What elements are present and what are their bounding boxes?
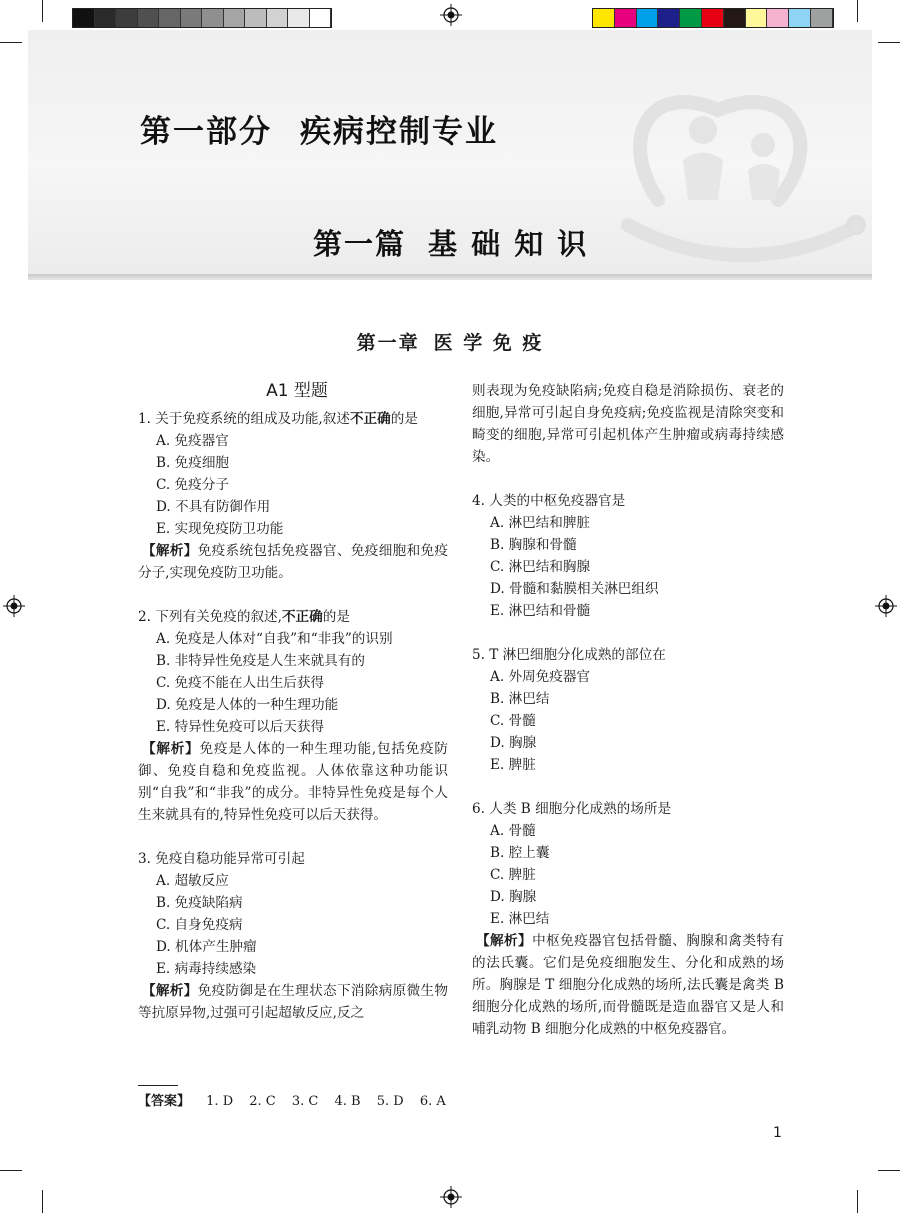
gray-swatch bbox=[73, 9, 95, 27]
question-stem: 2. 下列有关免疫的叙述,不正确的是 bbox=[138, 609, 350, 625]
option: E. 实现免疫防卫功能 bbox=[156, 521, 284, 537]
question-3 bbox=[138, 848, 448, 1024]
option: D. 骨髓和黏膜相关淋巴组织 bbox=[490, 581, 659, 597]
question-4 bbox=[472, 490, 784, 622]
color-swatch bbox=[746, 9, 768, 27]
option: A. 超敏反应 bbox=[156, 873, 229, 889]
option: B. 淋巴结 bbox=[490, 691, 550, 707]
option: D. 不具有防御作用 bbox=[156, 499, 271, 515]
registration-mark-icon bbox=[875, 595, 897, 617]
crop-mark bbox=[878, 42, 900, 43]
crop-mark bbox=[0, 1170, 22, 1171]
option: B. 腔上囊 bbox=[490, 845, 550, 861]
banner-divider bbox=[28, 274, 872, 280]
page-number: 1 bbox=[773, 1125, 782, 1141]
option: C. 淋巴结和胸腺 bbox=[490, 559, 591, 575]
analysis-continuation bbox=[472, 380, 784, 468]
analysis: 【解析】免疫是人体的一种生理功能,包括免疫防御、免疫自稳和免疫监视。人体依靠这种功能识别“自我”和“非我”的成分。非特异性免疫是每个人生来就具有的,特异性免疫可以后天获得。 bbox=[138, 741, 448, 823]
option: D. 胸腺 bbox=[490, 889, 537, 905]
option: A. 淋巴结和脾脏 bbox=[490, 515, 591, 531]
question-6 bbox=[472, 798, 784, 1040]
question-stem: 3. 免疫自稳功能异常可引起 bbox=[138, 851, 305, 867]
gray-swatch bbox=[138, 9, 160, 27]
gray-swatch bbox=[245, 9, 267, 27]
option: E. 脾脏 bbox=[490, 757, 536, 773]
gray-swatch bbox=[159, 9, 181, 27]
question-2 bbox=[138, 606, 448, 826]
analysis: 则表现为免疫缺陷病;免疫自稳是消除损伤、衰老的细胞,异常可引起自身免疫病;免疫监视是清除突变和畸变的细胞,异常可引起机体产生肿瘤或病毒持续感染。 bbox=[472, 383, 784, 465]
answer-item: 5. D bbox=[376, 1094, 404, 1109]
answer-item: 3. C bbox=[291, 1094, 319, 1109]
section-heading: A1 型题 bbox=[266, 381, 328, 401]
color-swatch bbox=[811, 9, 833, 27]
color-swatch bbox=[680, 9, 702, 27]
color-swatch bbox=[593, 9, 615, 27]
gray-swatch bbox=[224, 9, 246, 27]
gray-swatch bbox=[181, 9, 203, 27]
medical-logo-watermark-icon bbox=[588, 50, 878, 270]
color-swatch bbox=[724, 9, 746, 27]
footnote-rule bbox=[138, 1085, 178, 1086]
option: C. 免疫不能在人出生后获得 bbox=[156, 675, 325, 691]
book-title: 第一篇 基 础 知 识 bbox=[313, 227, 589, 261]
color-swatch bbox=[767, 9, 789, 27]
gray-swatch bbox=[116, 9, 138, 27]
crop-mark bbox=[42, 0, 43, 22]
gray-swatch bbox=[288, 9, 310, 27]
option: E. 特异性免疫可以后天获得 bbox=[156, 719, 325, 735]
option: B. 免疫细胞 bbox=[156, 455, 230, 471]
option: E. 病毒持续感染 bbox=[156, 961, 257, 977]
option: C. 自身免疫病 bbox=[156, 917, 243, 933]
question-stem: 6. 人类 B 细胞分化成熟的场所是 bbox=[472, 801, 672, 817]
crop-mark bbox=[857, 1190, 858, 1213]
option: A. 外周免疫器官 bbox=[490, 669, 591, 685]
part-title: 第一部分 疾病控制专业 bbox=[140, 114, 498, 150]
left-column bbox=[138, 380, 448, 1046]
option: C. 脾脏 bbox=[490, 867, 536, 883]
answer-key bbox=[138, 1092, 446, 1112]
option: A. 骨髓 bbox=[490, 823, 536, 839]
answer-item: 2. C bbox=[249, 1094, 276, 1109]
analysis: 【解析】免疫系统包括免疫器官、免疫细胞和免疫分子,实现免疫防卫功能。 bbox=[138, 543, 449, 581]
option: D. 胸腺 bbox=[490, 735, 537, 751]
gray-swatch bbox=[95, 9, 117, 27]
registration-mark-icon bbox=[440, 1186, 462, 1208]
option: E. 淋巴结 bbox=[490, 911, 550, 927]
crop-mark bbox=[878, 1170, 900, 1171]
color-swatch bbox=[789, 9, 811, 27]
color-swatch bbox=[702, 9, 724, 27]
option: C. 免疫分子 bbox=[156, 477, 229, 493]
gray-swatch bbox=[267, 9, 289, 27]
crop-mark bbox=[42, 1190, 43, 1213]
analysis: 【解析】中枢免疫器官包括骨髓、胸腺和禽类特有的法氏囊。它们是免疫细胞发生、分化和成熟的场所。胸腺是 T 细胞分化成熟的场所,法氏囊是禽类 B 细胞分化成熟的场所,而骨髓既是造血器官又是人和哺乳动物 B 细胞分化成熟的中枢免疫器官。 bbox=[472, 933, 784, 1037]
gray-swatch bbox=[202, 9, 224, 27]
option: C. 骨髓 bbox=[490, 713, 536, 729]
grayscale-calibration-bar bbox=[72, 8, 332, 28]
registration-mark-icon bbox=[440, 4, 462, 26]
question-stem: 5. T 淋巴细胞分化成熟的部位在 bbox=[472, 647, 666, 663]
question-stem: 1. 关于免疫系统的组成及功能,叙述不正确的是 bbox=[138, 411, 418, 427]
option: D. 免疫是人体的一种生理功能 bbox=[156, 697, 339, 713]
color-swatch bbox=[615, 9, 637, 27]
answer-item: 1. D bbox=[206, 1094, 234, 1109]
option: D. 机体产生肿瘤 bbox=[156, 939, 257, 955]
option: B. 非特异性免疫是人生来就具有的 bbox=[156, 653, 365, 669]
option: A. 免疫是人体对“自我”和“非我”的识别 bbox=[156, 631, 393, 647]
option: A. 免疫器官 bbox=[156, 433, 229, 449]
chapter-title: 第一章 医 学 免 疫 bbox=[356, 332, 544, 354]
color-calibration-bar bbox=[592, 8, 834, 28]
question-1 bbox=[138, 408, 448, 584]
registration-mark-icon bbox=[3, 595, 25, 617]
crop-mark bbox=[0, 42, 22, 43]
right-column bbox=[472, 380, 784, 1062]
question-5 bbox=[472, 644, 784, 776]
gray-swatch bbox=[310, 9, 332, 27]
color-swatch bbox=[658, 9, 680, 27]
answer-key-label: 【答案】 bbox=[138, 1094, 191, 1109]
analysis: 【解析】免疫防御是在生理状态下消除病原微生物等抗原异物,过强可引起超敏反应,反之 bbox=[138, 983, 449, 1021]
crop-mark bbox=[857, 0, 858, 22]
answer-item: 6. A bbox=[419, 1094, 446, 1109]
answer-item: 4. B bbox=[334, 1094, 361, 1109]
option: B. 免疫缺陷病 bbox=[156, 895, 243, 911]
question-stem: 4. 人类的中枢免疫器官是 bbox=[472, 493, 626, 509]
option: E. 淋巴结和骨髓 bbox=[490, 603, 591, 619]
option: B. 胸腺和骨髓 bbox=[490, 537, 577, 553]
color-swatch bbox=[637, 9, 659, 27]
